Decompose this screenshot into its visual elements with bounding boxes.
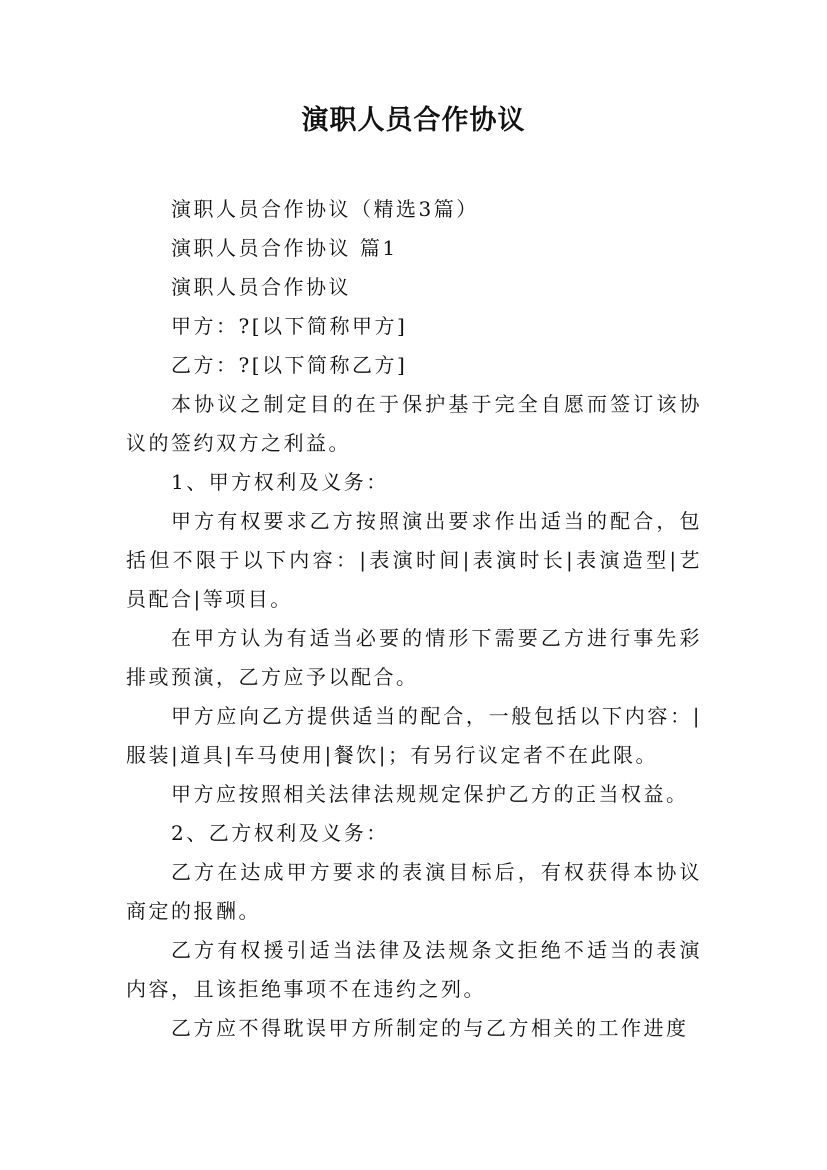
document-body — [126, 190, 702, 1048]
paragraph-clause-2-a: 乙方在达成甲方要求的表演目标后，有权获得本协议商定的报酬。 — [126, 860, 702, 923]
document-title: 演职人员合作协议 — [301, 105, 526, 136]
paragraph-clause-2-heading: 2、乙方权利及义务： — [171, 821, 389, 845]
paragraph-agreement-name: 演职人员合作协议 — [171, 275, 351, 299]
paragraph-clause-1-d: 甲方应按照相关法律法规规定保护乙方的正当权益。 — [171, 782, 689, 806]
paragraph-clause-2-c: 乙方应不得耽误甲方所制定的与乙方相关的工作进度 — [171, 1016, 689, 1040]
paragraph-party-b: 乙方：?[以下简称乙方] — [171, 353, 408, 377]
paragraph-clause-2-b: 乙方有权援引适当法律及法规条文拒绝不适当的表演内容，且该拒绝事项不在违约之列。 — [126, 938, 702, 1001]
paragraph-clause-1-c: 甲方应向乙方提供适当的配合，一般包括以下内容：|服装|道具|车马使用|餐饮|；有另行议定者不在此限。 — [126, 704, 702, 767]
paragraph-subtitle: 演职人员合作协议（精选3篇） — [171, 197, 479, 221]
paragraph-clause-1-a: 甲方有权要求乙方按照演出要求作出适当的配合，包括但不限于以下内容：|表演时间|表演时长|表演造型|艺员配合|等项目。 — [126, 509, 702, 611]
paragraph-purpose: 本协议之制定目的在于保护基于完全自愿而签订该协议的签约双方之利益。 — [126, 392, 702, 455]
paragraph-clause-1-heading: 1、甲方权利及义务： — [171, 470, 389, 494]
paragraph-party-a: 甲方：?[以下简称甲方] — [171, 314, 408, 338]
paragraph-clause-1-b: 在甲方认为有适当必要的情形下需要乙方进行事先彩排或预演，乙方应予以配合。 — [126, 626, 702, 689]
paragraph-section-heading: 演职人员合作协议 篇1 — [171, 236, 398, 260]
